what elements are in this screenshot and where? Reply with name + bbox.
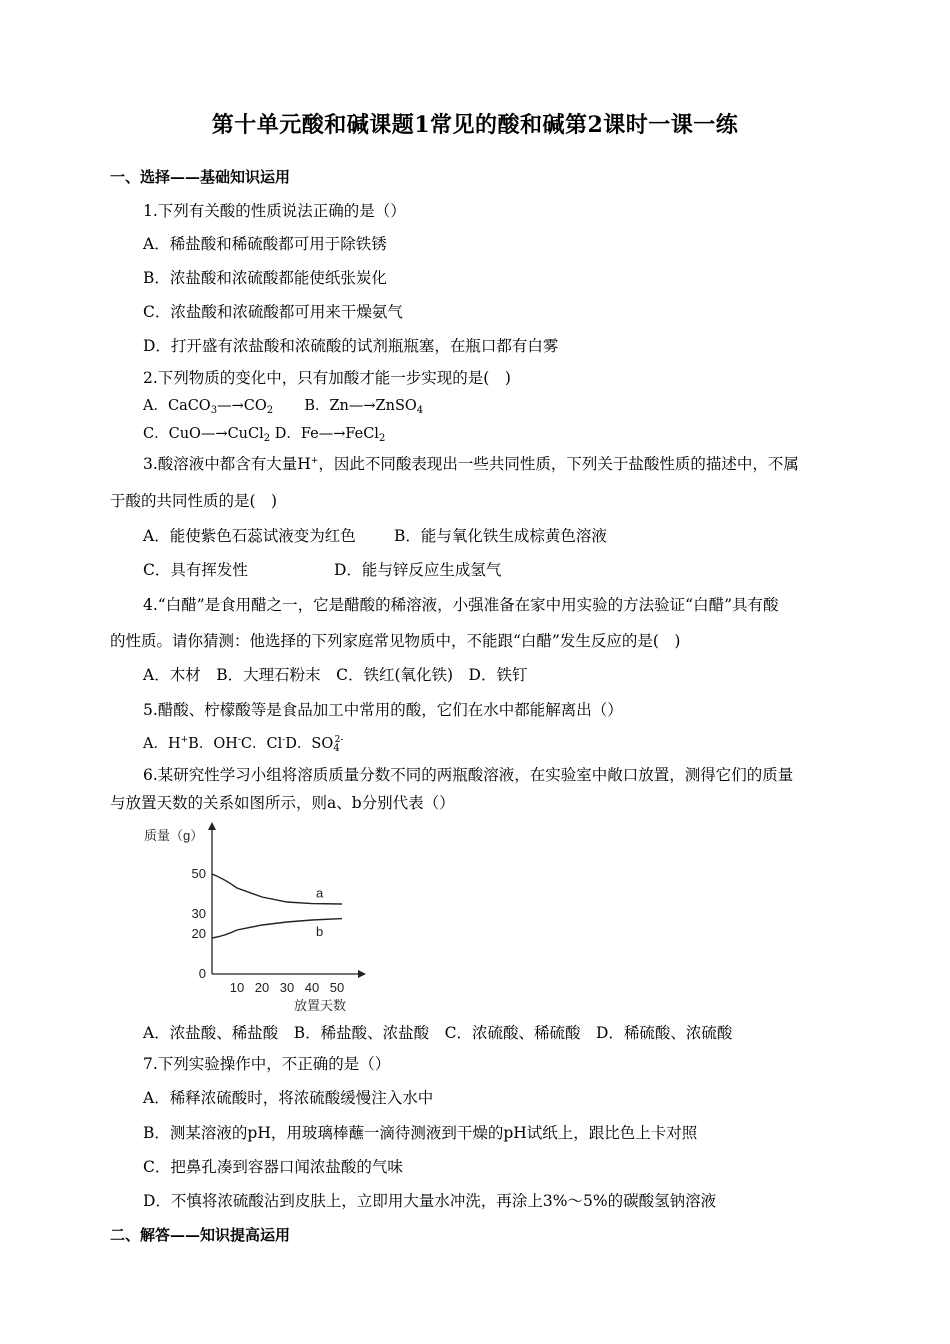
q5-option-d: D．$SO_4^{2-}$ bbox=[285, 735, 344, 754]
y-tick-label: 20 bbox=[191, 926, 206, 941]
chart-y-axis-label: 质量（g） bbox=[144, 828, 204, 843]
question-3-option-c: C．具有挥发性 bbox=[143, 561, 248, 579]
question-1-option-c: C．浓盐酸和浓硫酸都可用来干燥氨气 bbox=[143, 303, 403, 321]
section-heading-2: 二、解答——知识提高运用 bbox=[110, 1226, 291, 1244]
x-tick-label: 40 bbox=[304, 980, 320, 995]
question-4-stem-line1: 4.“白醋”是食用醋之一，它是醋酸的稀溶液，小强准备在家中用实验的方法验证“白醋”具有酸 bbox=[143, 596, 779, 614]
question-1-option-d: D．打开盛有浓盐酸和浓硫酸的试剂瓶瓶塞，在瓶口都有白雾 bbox=[143, 337, 559, 355]
question-4-stem-line2: 的性质。请你猜测：他选择的下列家庭常见物质中，不能跟“白醋”发生反应的是( ) bbox=[110, 632, 681, 650]
question-1-option-a: A．稀盐酸和稀硫酸都可用于除铁锈 bbox=[143, 235, 387, 253]
chart-x-axis-label: 放置天数 bbox=[294, 998, 347, 1013]
q5-option-a: A．H+ bbox=[143, 735, 189, 752]
y-tick-label: 30 bbox=[191, 906, 206, 921]
q2-option-d: D．Fe—→FeCl$_2$ bbox=[274, 426, 386, 444]
question-2-options-cd bbox=[143, 422, 385, 444]
question-6-options: A．浓盐酸、稀盐酸 B．稀盐酸、浓盐酸 C．浓硫酸、稀硫酸 D．稀硫酸、浓硫酸 bbox=[143, 1024, 733, 1042]
y-axis-arrow bbox=[208, 822, 216, 830]
question-1-stem: 1.下列有关酸的性质说法正确的是（） bbox=[143, 202, 406, 220]
chart-axes bbox=[208, 822, 366, 978]
question-6-stem-line1: 6.某研究性学习小组将溶质质量分数不同的两瓶酸溶液，在实验室中敞口放置，测得它们的质量 bbox=[143, 766, 794, 784]
x-tick-label: 10 bbox=[229, 980, 245, 995]
question-7-option-d: D．不慎将浓硫酸沾到皮肤上，立即用大量水冲洗，再涂上3%～5%的碳酸氢钠溶液 bbox=[143, 1192, 717, 1210]
x-tick-label: 20 bbox=[254, 980, 270, 995]
question-7-option-a: A．稀释浓硫酸时，将浓硫酸缓慢注入水中 bbox=[143, 1089, 434, 1107]
q2-option-b: B．Zn—→ZnSO$_4$ bbox=[304, 398, 424, 416]
q2-option-c: C．CuO—→CuCl$_2$ bbox=[143, 426, 271, 444]
question-4-options: A．木材 B．大理石粉末 C．铁红(氧化铁) D．铁钉 bbox=[143, 666, 528, 684]
question-3-option-d: D．能与锌反应生成氢气 bbox=[334, 561, 502, 579]
page-title: 第十单元酸和碱课题1常见的酸和碱第2课时一课一练 bbox=[211, 112, 739, 138]
x-tick-label: 50 bbox=[329, 980, 345, 995]
series-label-b: b bbox=[316, 924, 324, 939]
series-label-a: a bbox=[316, 885, 324, 901]
q5-option-c: C．Cl- bbox=[240, 735, 286, 752]
question-6-stem-line2: 与放置天数的关系如图所示，则a、b分别代表（） bbox=[110, 794, 455, 812]
x-tick-label: 30 bbox=[279, 980, 295, 995]
q2-option-a: A．$CaCO_3—\to CO_2$ bbox=[143, 398, 274, 416]
question-3-option-b: B．能与氧化铁生成棕黄色溶液 bbox=[394, 527, 607, 545]
question-3-stem-line2: 于酸的共同性质的是( ) bbox=[110, 492, 278, 510]
y-tick-label: 0 bbox=[198, 966, 206, 981]
section-heading-1: 一、选择——基础知识运用 bbox=[110, 168, 291, 186]
question-7-option-c: C．把鼻孔凑到容器口闻浓盐酸的气味 bbox=[143, 1158, 403, 1176]
question-3-option-a: A．能使紫色石蕊试液变为红色 bbox=[143, 527, 356, 545]
question-5-options bbox=[143, 732, 343, 754]
mass-vs-days-chart bbox=[136, 818, 376, 1018]
question-5-stem: 5.醋酸、柠檬酸等是食品加工中常用的酸，它们在水中都能解离出（） bbox=[143, 701, 623, 719]
chart-series bbox=[212, 874, 342, 939]
question-7-option-b: B．测某溶液的pH，用玻璃棒蘸一滴待测液到干燥的pH试纸上，跟比色上卡对照 bbox=[143, 1124, 698, 1142]
question-7-stem: 7.下列实验操作中，不正确的是（） bbox=[143, 1055, 391, 1073]
question-2-options-ab bbox=[143, 394, 423, 416]
question-2-stem: 2.下列物质的变化中，只有加酸才能一步实现的是( ) bbox=[143, 369, 511, 387]
q5-option-b: B．OH- bbox=[188, 735, 241, 752]
question-3-stem-line1: 3.酸溶液中都含有大量H+，因此不同酸表现出一些共同性质，下列关于盐酸性质的描述中，不属 bbox=[143, 455, 799, 473]
y-tick-label: 50 bbox=[191, 866, 206, 881]
x-axis-arrow bbox=[358, 970, 366, 978]
question-1-option-b: B．浓盐酸和浓硫酸都能使纸张炭化 bbox=[143, 269, 387, 287]
